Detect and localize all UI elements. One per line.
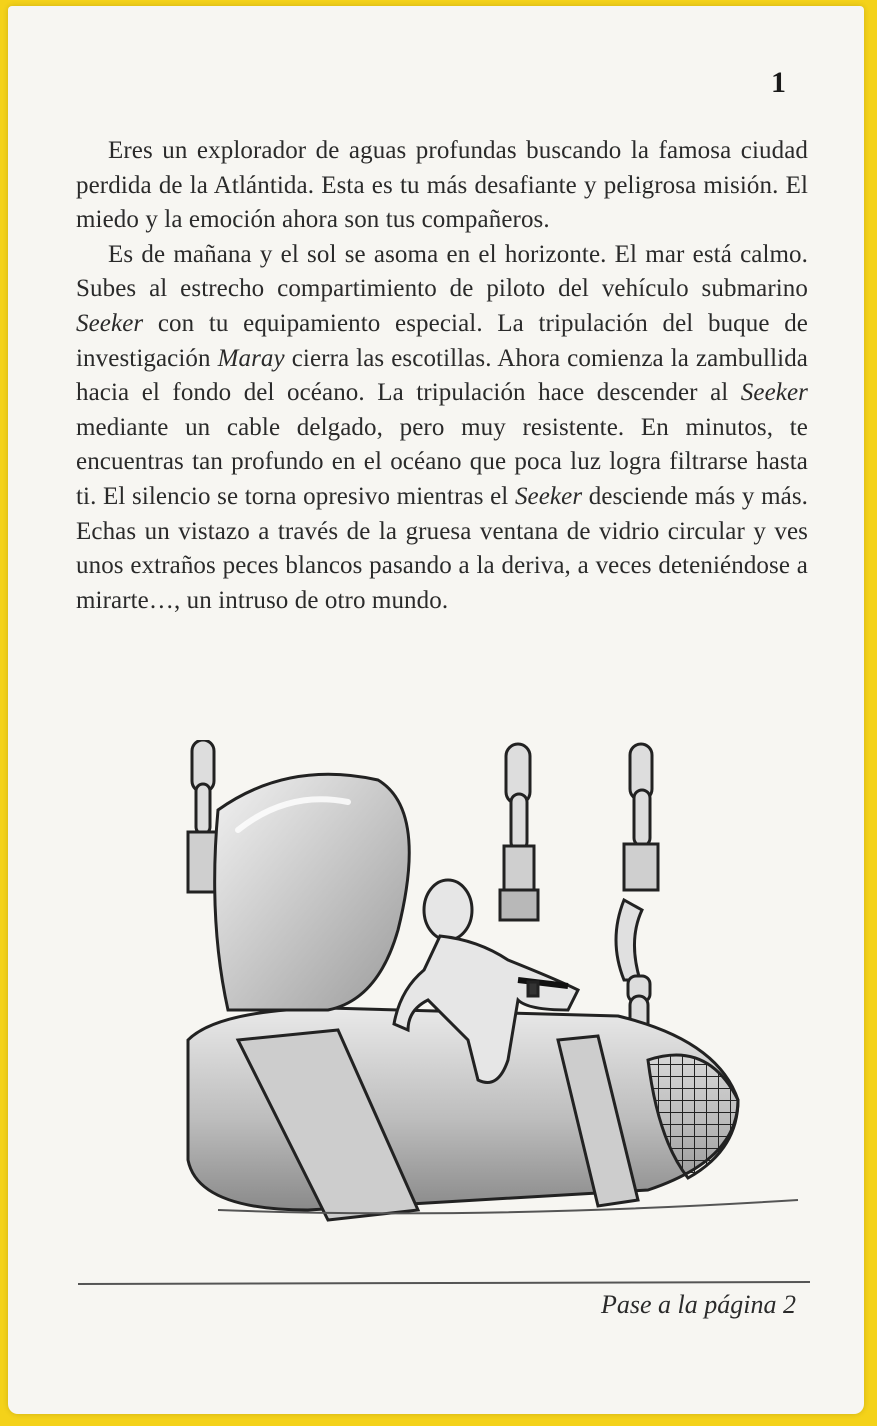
submersible-illustration: [178, 740, 818, 1260]
footer-rule: [78, 1281, 810, 1285]
paragraph-2-text: con tu equipamiento especial. La tripulación del buque de investigación: [76, 309, 808, 372]
pilot-dome: [215, 774, 410, 1010]
paragraph-1-text: Eres un explorador de aguas profundas buscando la famosa ciudad perdida de la Atlántida. Esta es tu más desafiante y peligrosa misión. El miedo y la emoción ahora son tus compañeros.: [76, 137, 808, 234]
next-page-instruction: Pase a la página 2: [601, 1290, 796, 1319]
paragraph-1: [76, 134, 808, 238]
vessel-name-seeker: Seeker: [514, 482, 583, 510]
paragraph-2-text: desciende más y más. Echas un vistazo a través de la gruesa ventana de vidrio circular y ves unos extraños peces blancos pasando a la deriva, a veces deteniéndose a mirarte…, un intruso de otro mundo.: [76, 482, 809, 614]
ship-name-maray: Maray: [217, 344, 285, 372]
page-number: 1: [771, 66, 786, 99]
paragraph-2-text: cierra las escotillas. Ahora comienza la zambullida hacia el fondo del océano. La tripulación hace descender al: [76, 344, 808, 407]
paragraph-2: [76, 238, 808, 619]
vessel-name-seeker: Seeker: [740, 379, 808, 407]
book-page: [8, 6, 864, 1414]
vessel-name-seeker: Seeker: [76, 309, 144, 337]
body-text: [76, 134, 808, 618]
chain-middle: [500, 744, 538, 920]
paragraph-2-text: mediante un cable delgado, pero muy resistente. En minutos, te encuentras tan profundo en el océano que poca luz logra filtrarse hasta ti. El silencio se torna opresivo mientras el: [76, 413, 808, 510]
paragraph-2-text: Es de mañana y el sol se asoma en el horizonte. El mar está calmo. Subes al estrecho compartimiento de piloto del vehículo submarino: [76, 240, 808, 303]
